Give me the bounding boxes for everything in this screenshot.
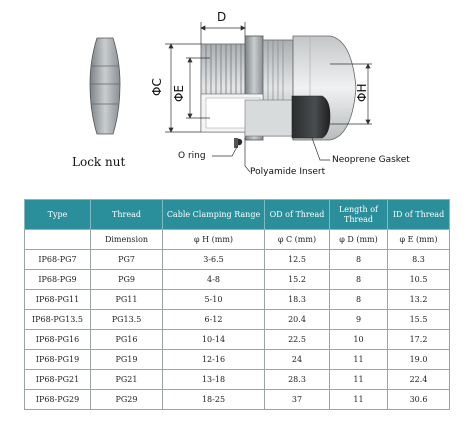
table-cell: 5-10 xyxy=(163,290,265,310)
table-cell: 18.3 xyxy=(265,290,330,310)
table-cell: 18-25 xyxy=(163,390,265,410)
header-cell: Thread xyxy=(91,200,163,230)
table-cell: PG29 xyxy=(91,390,163,410)
dim-d-label: D xyxy=(217,10,227,24)
table-cell: PG21 xyxy=(91,370,163,390)
o-ring-label: O ring xyxy=(178,151,206,161)
header-row xyxy=(25,200,450,230)
table-cell: IP68-PG11 xyxy=(25,290,91,310)
table-row xyxy=(25,350,450,370)
table-cell: 15.2 xyxy=(265,270,330,290)
cable-gland-diagram xyxy=(0,0,474,200)
table-cell: 15.5 xyxy=(388,310,450,330)
table-row xyxy=(25,330,450,350)
subheader-cell: Dimension xyxy=(91,230,163,250)
subheader-cell xyxy=(25,230,91,250)
spec-table xyxy=(24,199,450,410)
dim-e-label: ΦE xyxy=(172,84,186,102)
table-cell: 10.5 xyxy=(388,270,450,290)
table-row xyxy=(25,270,450,290)
dim-h-label: ΦH xyxy=(355,83,369,102)
table-cell: 22.5 xyxy=(265,330,330,350)
subheader-cell: φ H (mm) xyxy=(163,230,265,250)
table-cell: IP68-PG19 xyxy=(25,350,91,370)
header-cell: Cable Clamping Range xyxy=(163,200,265,230)
table-cell: 12.5 xyxy=(265,250,330,270)
table-cell: 20.4 xyxy=(265,310,330,330)
table-cell: 9 xyxy=(330,310,388,330)
table-cell: 11 xyxy=(330,370,388,390)
table-cell: 8 xyxy=(330,270,388,290)
table-cell: 3-6.5 xyxy=(163,250,265,270)
table-cell: 13.2 xyxy=(388,290,450,310)
table-cell: IP68-PG29 xyxy=(25,390,91,410)
table-cell: 4-8 xyxy=(163,270,265,290)
table-cell: IP68-PG16 xyxy=(25,330,91,350)
lock-nut-label: Lock nut xyxy=(72,155,126,169)
table-cell: IP68-PG13.5 xyxy=(25,310,91,330)
lock-nut-drawing xyxy=(90,38,120,134)
table-cell: 30.6 xyxy=(388,390,450,410)
header-cell: OD of Thread xyxy=(265,200,330,230)
table-cell: IP68-PG7 xyxy=(25,250,91,270)
subheader-row xyxy=(25,230,450,250)
table-cell: 22.4 xyxy=(388,370,450,390)
table-cell: 10-14 xyxy=(163,330,265,350)
table-cell: IP68-PG21 xyxy=(25,370,91,390)
table-cell: 24 xyxy=(265,350,330,370)
subheader-cell: φ D (mm) xyxy=(330,230,388,250)
gland-body-drawing xyxy=(201,36,356,148)
header-cell: ID of Thread xyxy=(388,200,450,230)
table-cell: 28.3 xyxy=(265,370,330,390)
subheader-cell: φ C (mm) xyxy=(265,230,330,250)
table-cell: 8.3 xyxy=(388,250,450,270)
neoprene-gasket-label: Neoprene Gasket xyxy=(332,155,410,165)
table-cell: PG13.5 xyxy=(91,310,163,330)
table-cell: 11 xyxy=(330,350,388,370)
table-cell: PG19 xyxy=(91,350,163,370)
table-cell: 17.2 xyxy=(388,330,450,350)
table-cell: PG7 xyxy=(91,250,163,270)
header-cell: Length of Thread xyxy=(330,200,388,230)
table-cell: IP68-PG9 xyxy=(25,270,91,290)
dim-c-label: ΦC xyxy=(150,78,164,96)
table-cell: PG16 xyxy=(91,330,163,350)
table-cell: 11 xyxy=(330,390,388,410)
table-cell: 12-16 xyxy=(163,350,265,370)
table-cell: 13-18 xyxy=(163,370,265,390)
table-cell: 6-12 xyxy=(163,310,265,330)
table-row xyxy=(25,250,450,270)
table-cell: PG9 xyxy=(91,270,163,290)
table-row xyxy=(25,370,450,390)
polyamide-insert-label: Polyamide Insert xyxy=(250,167,326,177)
subheader-cell: φ E (mm) xyxy=(388,230,450,250)
table-cell: PG11 xyxy=(91,290,163,310)
table-cell: 37 xyxy=(265,390,330,410)
table-cell: 8 xyxy=(330,250,388,270)
table-row xyxy=(25,310,450,330)
table-row xyxy=(25,390,450,410)
header-cell: Type xyxy=(25,200,91,230)
table-row xyxy=(25,290,450,310)
table-cell: 10 xyxy=(330,330,388,350)
table-cell: 19.0 xyxy=(388,350,450,370)
table-cell: 8 xyxy=(330,290,388,310)
